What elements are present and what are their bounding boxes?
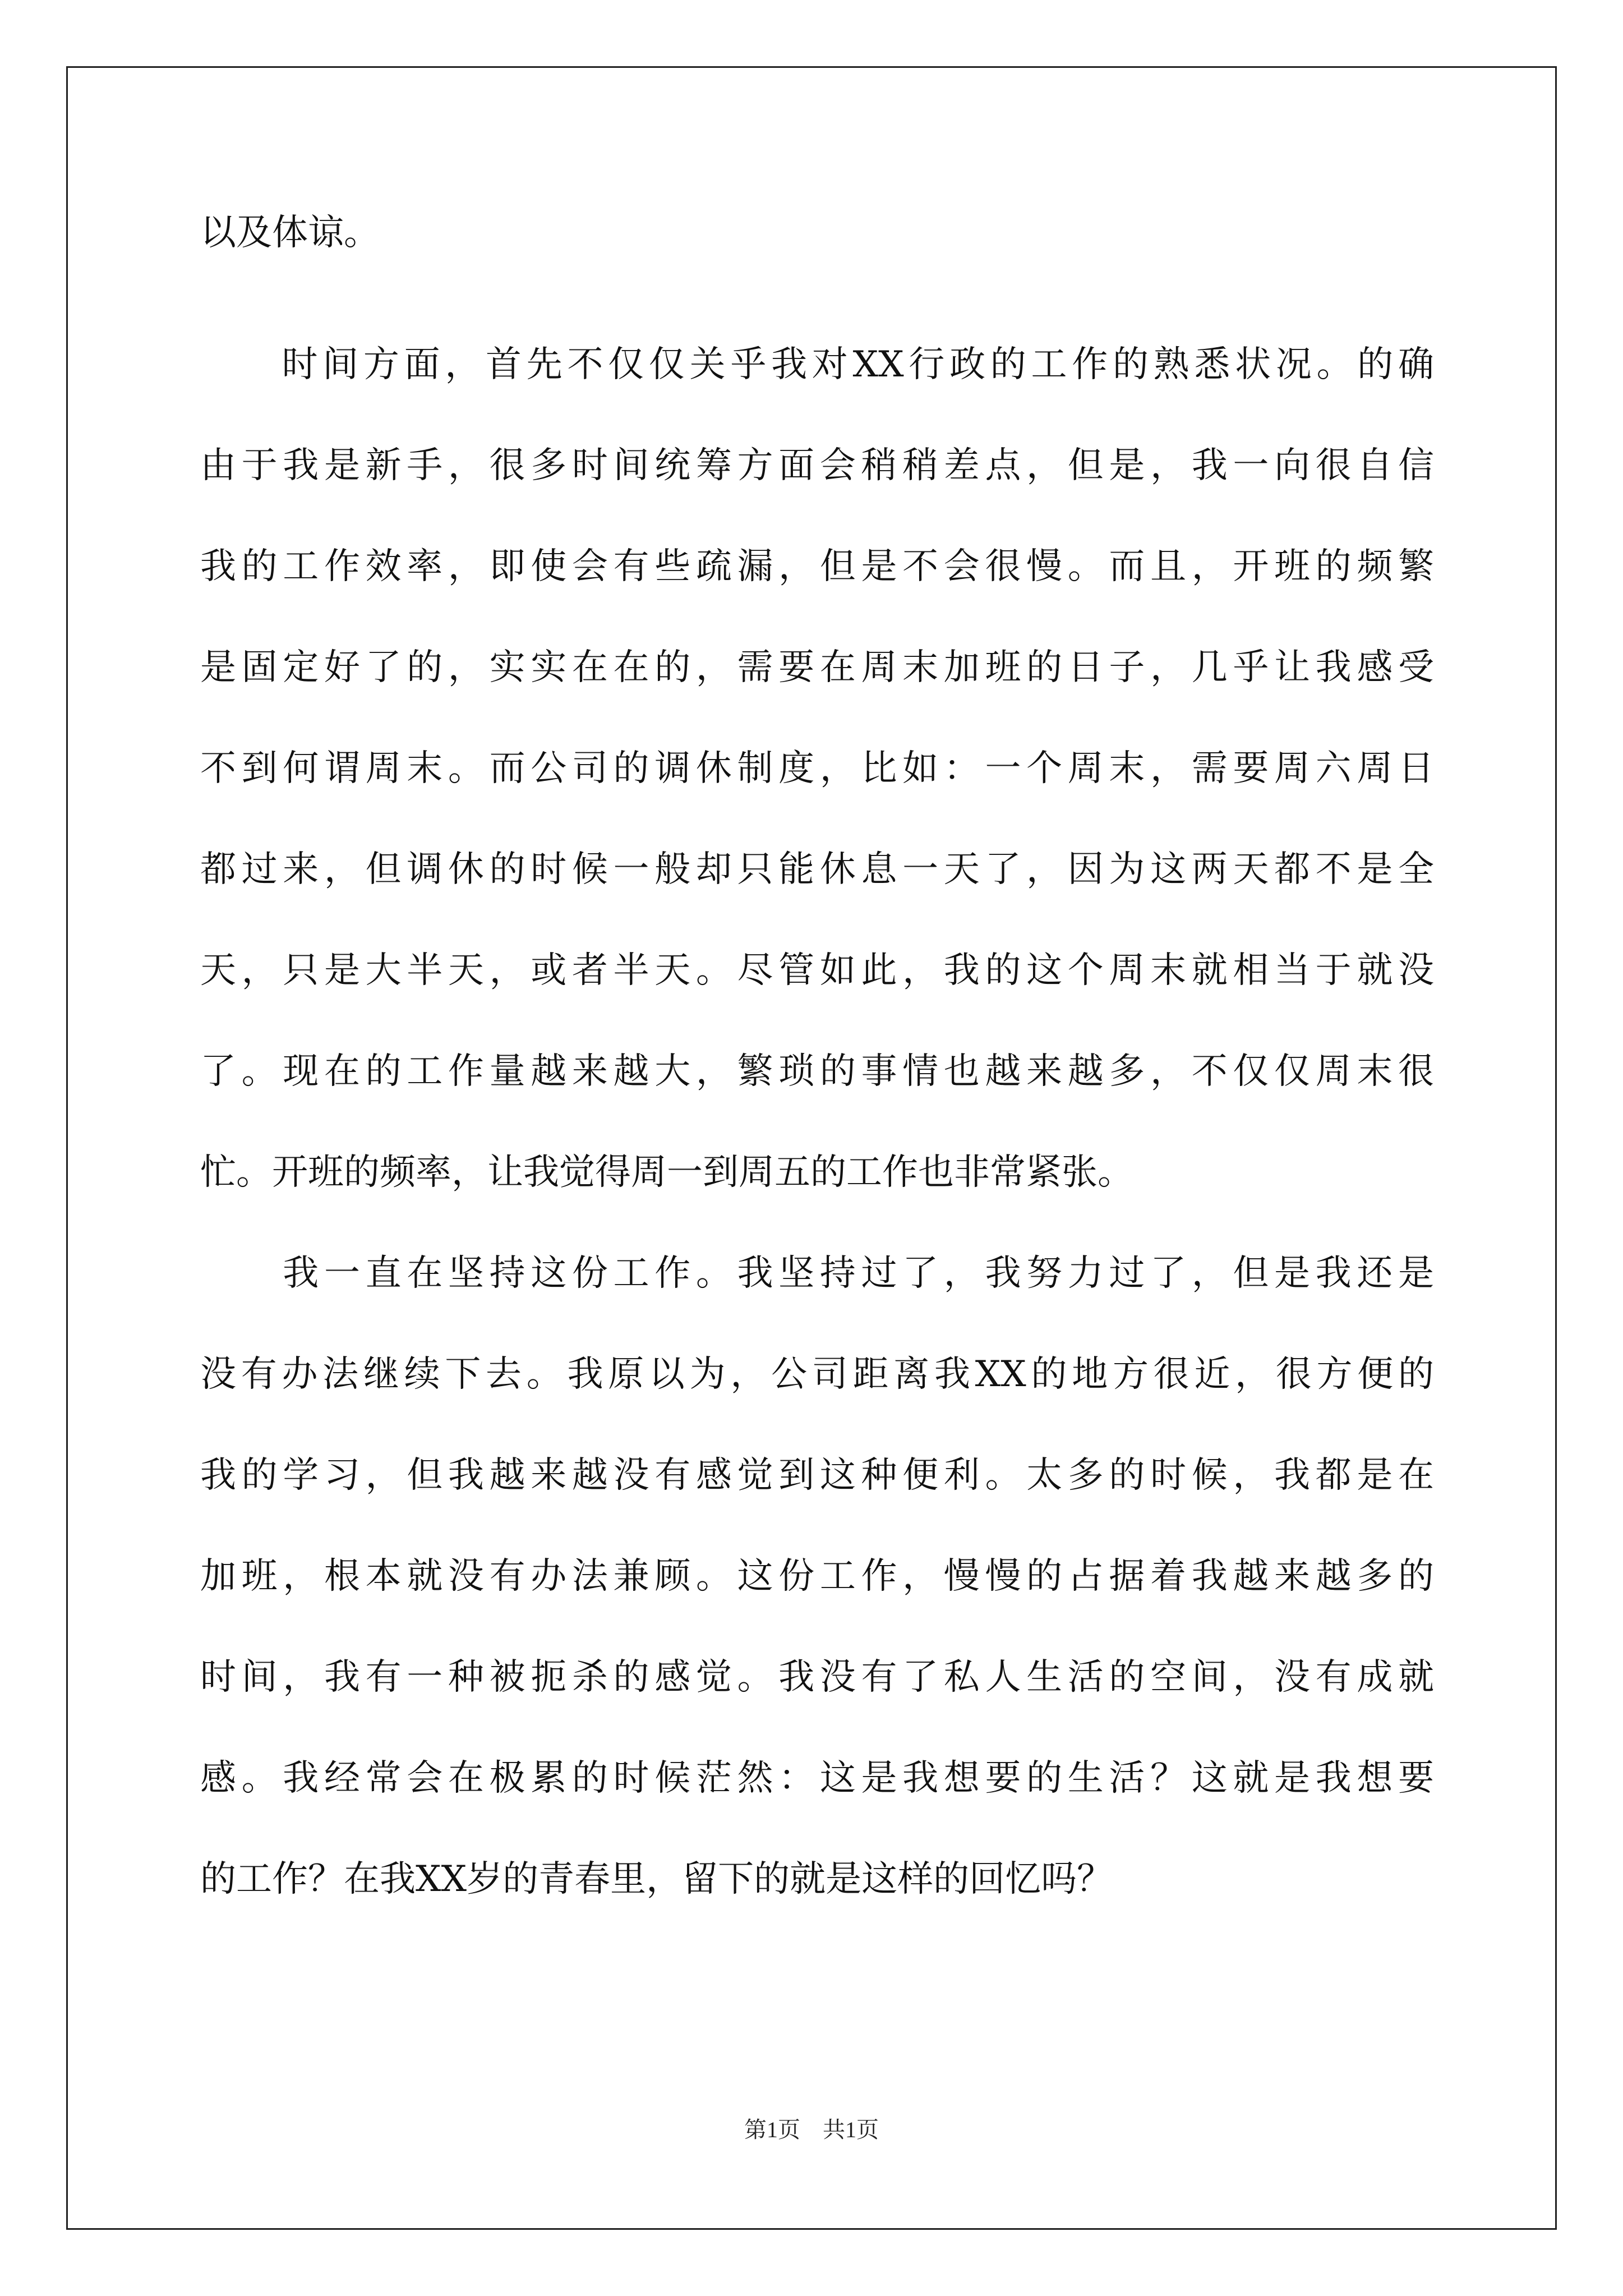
text-line: 我的工作效率，即使会有些疏漏，但是不会很慢。而且，开班的频繁 [200, 546, 1434, 587]
text-line: 时间，我有一种被扼杀的感觉。我没有了私人生活的空间，没有成就 [200, 1657, 1434, 1698]
page-border [66, 66, 1557, 2230]
text-line: 我一直在坚持这份工作。我坚持过了，我努力过了，但是我还是 [200, 1253, 1434, 1294]
text-line: 感。我经常会在极累的时候茫然：这是我想要的生活？这就是我想要 [200, 1757, 1434, 1799]
text-line: 天，只是大半天，或者半天。尽管如此，我的这个周末就相当于就没 [200, 950, 1434, 991]
text-line: 没有办法继续下去。我原以为，公司距离我XX的地方很近，很方便的 [200, 1354, 1434, 1395]
text-line: 加班，根本就没有办法兼顾。这份工作，慢慢的占据着我越来越多的 [200, 1556, 1434, 1597]
text-line: 不到何谓周末。而公司的调休制度，比如：一个周末，需要周六周日 [200, 748, 1434, 789]
text-line: 是固定好了的，实实在在的，需要在周末加班的日子，几乎让我感受 [200, 647, 1434, 688]
page-footer: 第1页 共1页 [744, 2117, 879, 2142]
text-line: 都过来，但调休的时候一般却只能休息一天了，因为这两天都不是全 [200, 849, 1434, 890]
text-line: 了。现在的工作量越来越大，繁琐的事情也越来越多，不仅仅周末很 [200, 1051, 1434, 1092]
text-line: 我的学习，但我越来越没有感觉到这种便利。太多的时候，我都是在 [200, 1455, 1434, 1496]
text-line: 的工作？在我XX岁的青春里，留下的就是这样的回忆吗？ [200, 1858, 1113, 1900]
text-line: 忙。开班的频率，让我觉得周一到周五的工作也非常紧张。 [200, 1152, 1133, 1193]
text-line: 由于我是新手，很多时间统筹方面会稍稍差点，但是，我一向很自信 [200, 445, 1434, 486]
text-line: 以及体谅。 [200, 212, 380, 254]
text-line: 时间方面，首先不仅仅关乎我对XX行政的工作的熟悉状况。的确 [200, 344, 1434, 385]
